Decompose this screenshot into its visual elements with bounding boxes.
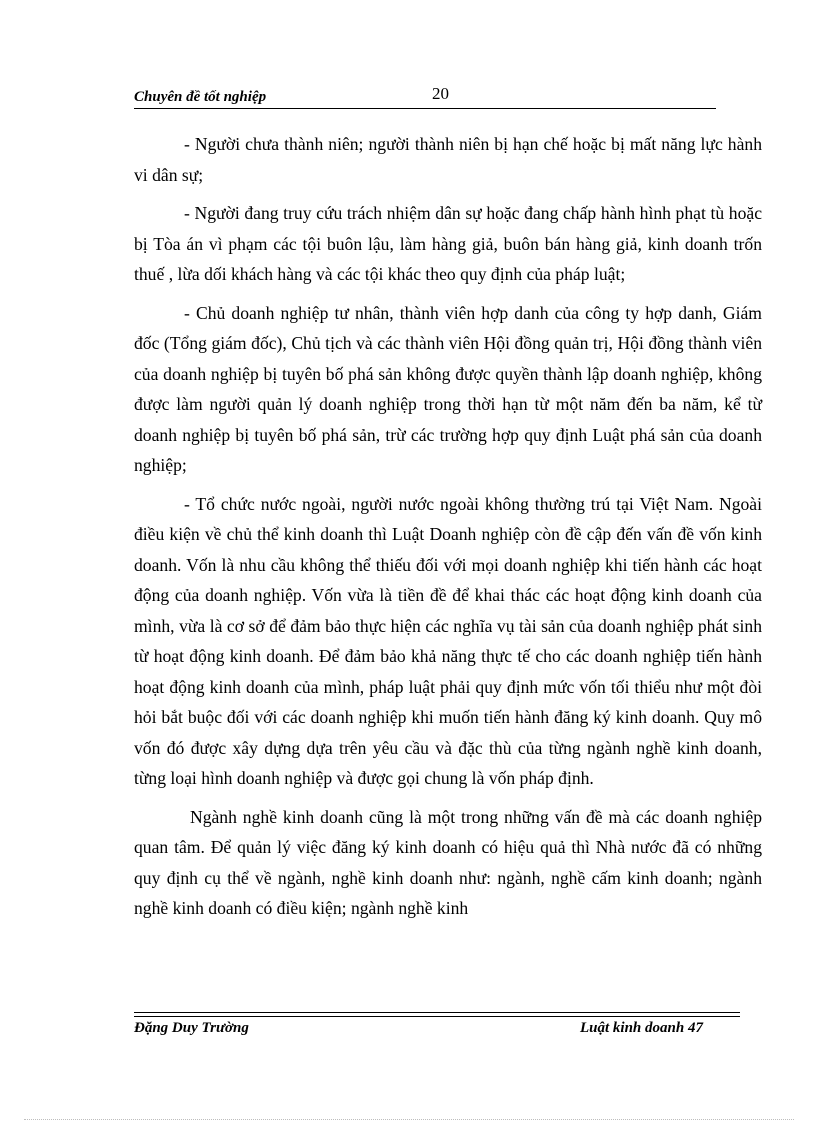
- footer-class: Luật kinh doanh 47: [580, 1020, 703, 1036]
- page-header: [134, 84, 716, 109]
- footer-author: Đặng Duy Trường: [134, 1020, 249, 1036]
- paragraph-4: - Tổ chức nước ngoài, người nước ngoài không thường trú tại Việt Nam. Ngoài điều kiện về chủ thể kinh doanh thì Luật Doanh nghiệp còn đề cập đến vấn đề vốn kinh doanh. Vốn là nhu cầu không thể thiếu đối với mọi doanh nghiệp khi tiến hành các hoạt động của doanh nghiệp. Vốn vừa là tiền đề để khai thác các hoạt động kinh doanh của mình, vừa là cơ sở để đảm bảo thực hiện các nghĩa vụ tài sản của doanh nghiệp phát sinh từ hoạt động kinh doanh. Để đảm bảo khả năng thực tế cho các doanh nghiệp tiến hành hoạt động kinh doanh của mình, pháp luật phải quy định mức vốn tối thiểu như một đòi hỏi bắt buộc đối với các doanh nghiệp khi muốn tiến hành đăng ký kinh doanh. Quy mô vốn đó được xây dựng dựa trên yêu cầu và đặc thù của từng ngành nghề kinh doanh, từng loại hình doanh nghiệp và được gọi chung là vốn pháp định.: [134, 493, 762, 788]
- header-title: Chuyên đề tốt nghiệp: [134, 89, 267, 105]
- paragraph-1: - Người chưa thành niên; người thành niên bị hạn chế hoặc bị mất năng lực hành vi dân sự;: [134, 134, 762, 185]
- paragraph-3: - Chủ doanh nghiệp tư nhân, thành viên hợp danh của công ty hợp danh, Giám đốc (Tổng giám đốc), Chủ tịch và các thành viên Hội đồng quản trị, Hội đồng thành viên của doanh nghiệp bị tuyên bố phá sản không được quyền thành lập doanh nghiệp, không được làm người quản lý doanh nghiệp trong thời hạn từ một năm đến ba năm, kể từ doanh nghiệp bị tuyên bố phá sản, trừ các trường hợp quy định Luật phá sản của doanh nghiệp;: [134, 302, 762, 475]
- document-body: [134, 129, 762, 932]
- page-bottom-edge: [24, 1119, 794, 1120]
- paragraph-2: - Người đang truy cứu trách nhiệm dân sự hoặc đang chấp hành hình phạt tù hoặc bị Tòa án vì phạm các tội buôn lậu, làm hàng giả, buôn bán hàng giả, kinh doanh trốn thuế , lừa dối khách hàng và các tội khác theo quy định của pháp luật;: [134, 203, 762, 284]
- paragraph-5: Ngành nghề kinh doanh cũng là một trong những vấn đề mà các doanh nghiệp quan tâm. Để quản lý việc đăng ký kinh doanh có hiệu quả thì Nhà nước đã có những quy định cụ thể về ngành, nghề kinh doanh như: ngành, nghề cấm kinh doanh; ngành nghề kinh doanh có điều kiện; ngành nghề kinh: [134, 806, 762, 918]
- footer-divider: [134, 1012, 740, 1017]
- page-number: 20: [432, 84, 449, 103]
